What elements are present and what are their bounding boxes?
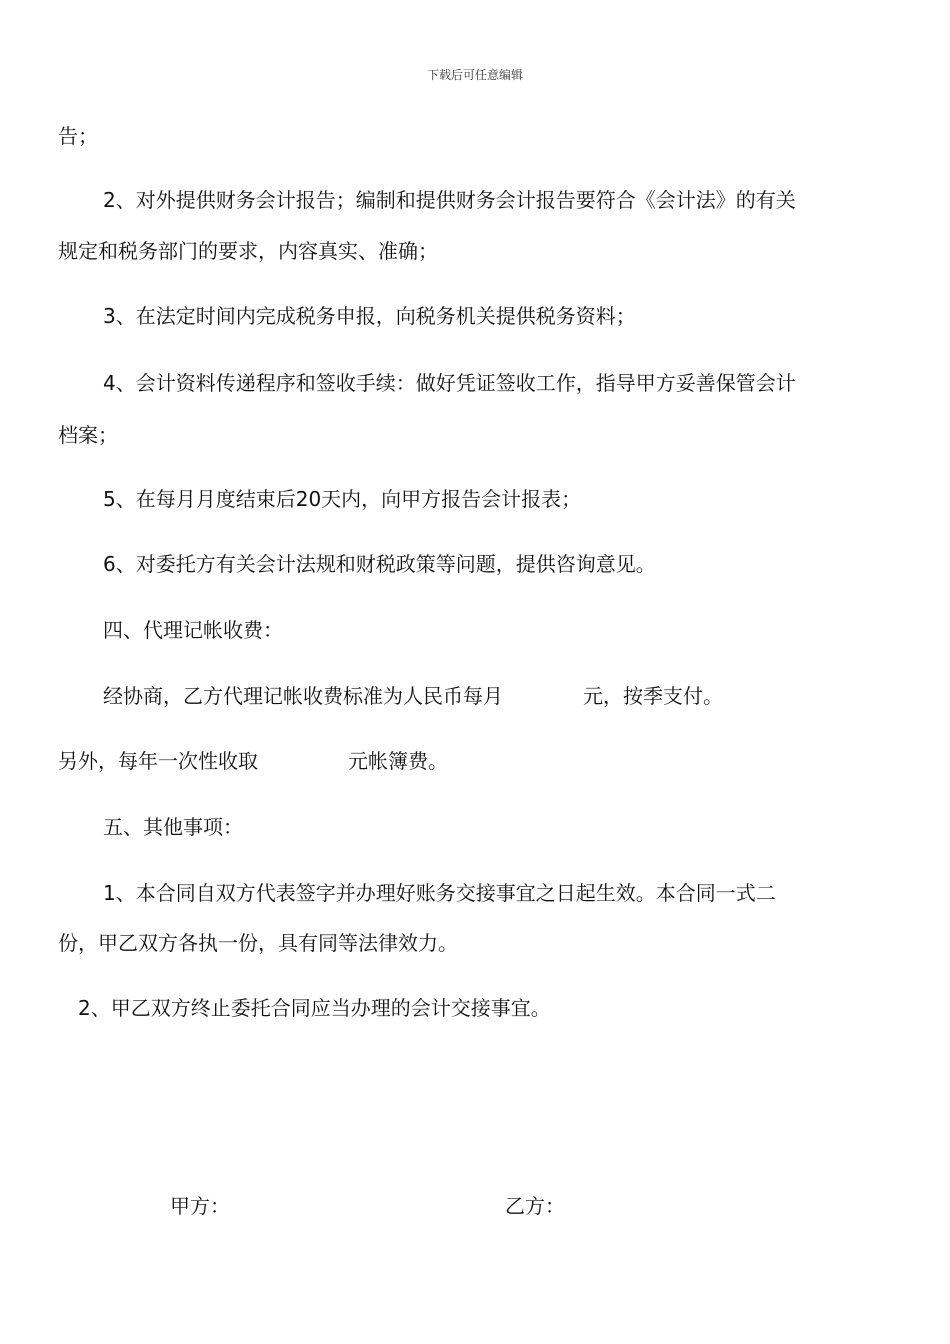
paragraph-line: 4、会计资料传递程序和签收手续：做好凭证签收工作，指导甲方妥善保管会计 (103, 371, 796, 395)
party-a-signature-label: 甲方： (170, 1194, 230, 1218)
ledger-text-before-blank: 另外，每年一次性收取 (58, 749, 258, 773)
paragraph-line: 2、对外提供财务会计报告；编制和提供财务会计报告要符合《会计法》的有关 (103, 188, 796, 212)
section-heading: 五、其他事项： (103, 815, 243, 839)
party-b-signature-label: 乙方： (505, 1194, 565, 1218)
fee-line (103, 682, 723, 710)
paragraph-line: 规定和税务部门的要求，内容真实、准确； (58, 239, 438, 263)
paragraph-line: 份，甲乙双方各执一份，具有同等法律效力。 (58, 931, 458, 955)
fee-text-before-blank: 经协商，乙方代理记帐收费标准为人民币每月 (103, 684, 503, 708)
paragraph-line: 告； (58, 124, 98, 148)
paragraph-line: 6、对委托方有关会计法规和财税政策等问题，提供咨询意见。 (103, 552, 656, 576)
paragraph-line: 5、在每月月度结束后20天内，向甲方报告会计报表； (103, 487, 582, 511)
paragraph-line: 1、本合同自双方代表签字并办理好账务交接事宜之日起生效。本合同一式二 (103, 881, 776, 905)
ledger-text-after-blank: 元帐簿费。 (348, 749, 448, 773)
ledger-fee-line (58, 747, 448, 775)
paragraph-line: 档案； (58, 423, 118, 447)
section-heading: 四、代理记帐收费： (103, 618, 283, 642)
paragraph-line: 2、甲乙双方终止委托合同应当办理的会计交接事宜。 (78, 996, 551, 1020)
fee-text-after-blank: 元，按季支付。 (583, 684, 723, 708)
paragraph-line: 3、在法定时间内完成税务申报，向税务机关提供税务资料； (103, 304, 636, 328)
page-header: 下载后可任意编辑 (426, 68, 523, 82)
